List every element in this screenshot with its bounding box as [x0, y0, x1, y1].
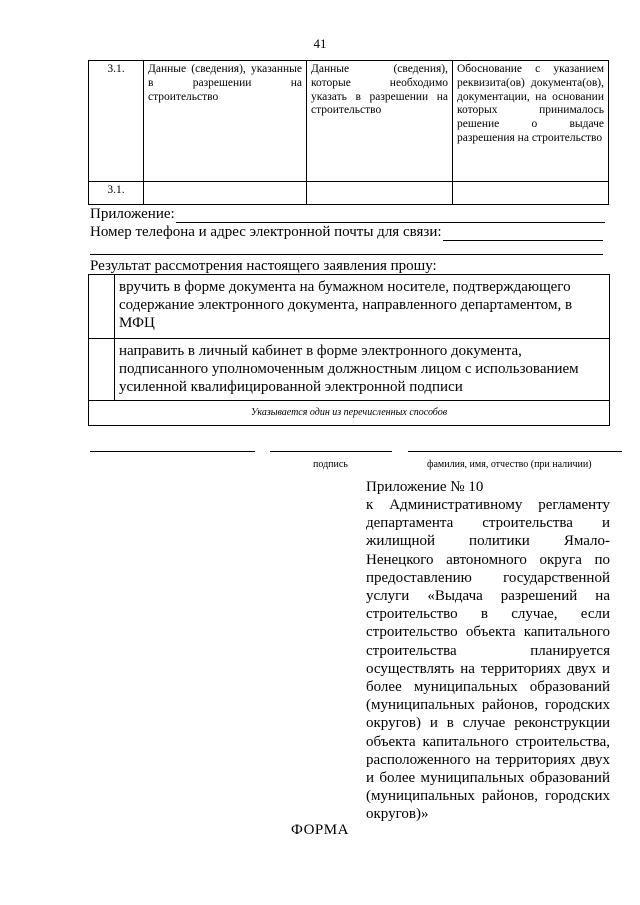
table-row	[89, 182, 609, 205]
table-row	[89, 61, 609, 182]
row-number: 3.1.	[89, 182, 144, 205]
table-cell-current-data: Данные (сведения), указанные в разрешении на строительство	[144, 61, 307, 182]
option-checkbox-paper[interactable]	[89, 275, 115, 339]
row-number: 3.1.	[89, 61, 144, 182]
attachment-input-line[interactable]	[176, 208, 605, 223]
contacts-input-line-2[interactable]	[90, 254, 603, 255]
table-cell-current-data[interactable]	[144, 182, 307, 205]
table-cell-justification: Обоснование с указанием реквизита(ов) документа(ов), документации, на основании которых принималось решение о выдаче разрешения на строительство	[453, 61, 609, 182]
table-cell-justification[interactable]	[453, 182, 609, 205]
signature-line[interactable]	[270, 451, 392, 452]
table-cell-required-data: Данные (сведения), которые необходимо указать в разрешении на строительство	[307, 61, 453, 182]
contacts-label: Номер телефона и адрес электронной почты для связи:	[90, 224, 442, 240]
applicant-position-line[interactable]	[90, 451, 255, 452]
option-row	[89, 275, 610, 339]
appendix-body: к Административному регламенту департамента строительства и жилищной политики Ямало-Ненецкого автономного округа по предоставлению государственной услуги «Выдача разрешений на строительство в случае, если строительство объекта капитального строительства планируется осуществлять на территориях двух и более муниципальных образований (муниципальных районов, городских округов) и в случае реконструкции объекта капитального строительства, расположенного на территориях двух и более муниципальных образований (муниципальных районов, городских округов)»	[366, 497, 610, 823]
result-options-table	[88, 274, 610, 426]
option-row	[89, 339, 610, 401]
attachment-field	[90, 205, 605, 223]
data-table	[88, 60, 609, 205]
contacts-input-line[interactable]	[443, 226, 603, 241]
page-number: 41	[313, 36, 327, 51]
full-name-caption: фамилия, имя, отчество (при наличии)	[427, 459, 592, 470]
result-label: Результат рассмотрения настоящего заявления прошу:	[90, 258, 437, 274]
attachment-label: Приложение:	[90, 206, 175, 222]
signature-caption: подпись	[313, 459, 348, 470]
form-title: ФОРМА	[291, 822, 349, 838]
option-note-row	[89, 401, 610, 426]
full-name-line[interactable]	[408, 451, 622, 452]
option-label-paper: вручить в форме документа на бумажном носителе, подтверждающего содержание электронного документа, направленного департаментом, в МФЦ	[115, 275, 610, 339]
option-label-electronic: направить в личный кабинет в форме электронного документа, подписанного уполномоченным должностным лицом с использованием усиленной квалифицированной электронной подписи	[115, 339, 610, 401]
option-checkbox-electronic[interactable]	[89, 339, 115, 401]
table-cell-required-data[interactable]	[307, 182, 453, 205]
contacts-field	[90, 223, 603, 241]
options-note: Указывается один из перечисленных способов	[89, 401, 610, 426]
appendix-title: Приложение № 10	[366, 479, 484, 495]
